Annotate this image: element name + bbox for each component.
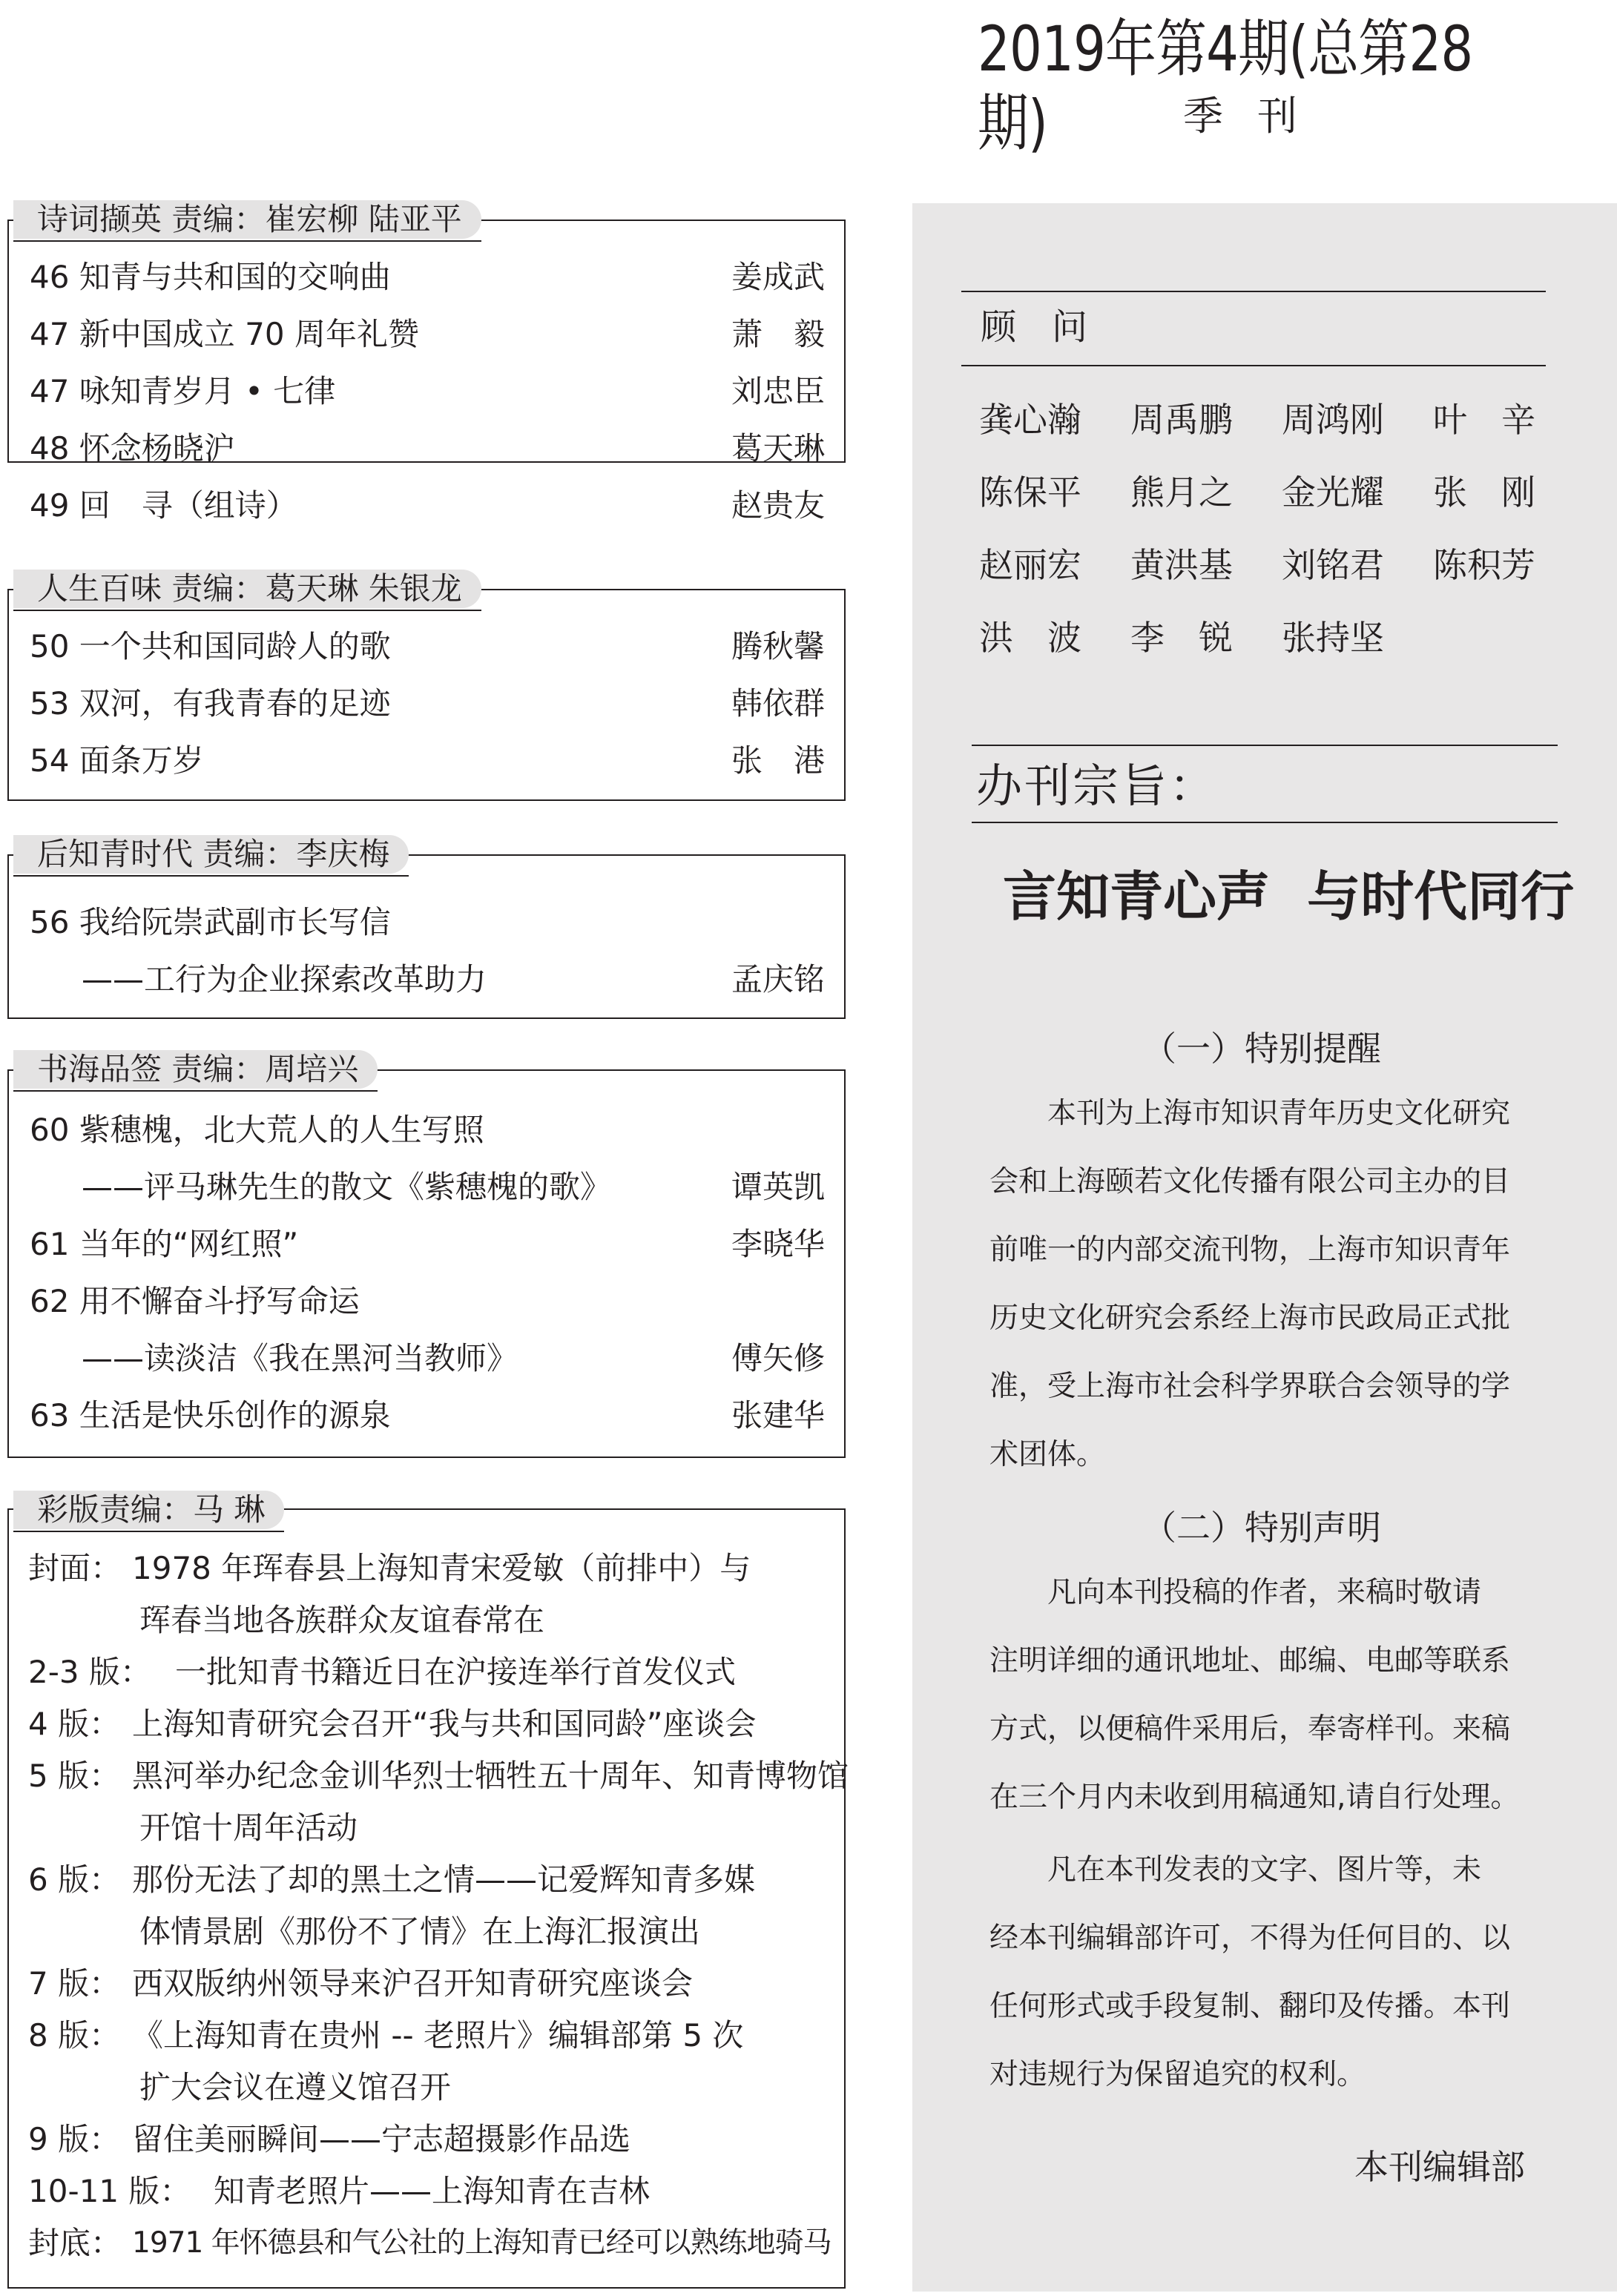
page-label: 7 版： [28,1965,121,2002]
notice-line: 凡在本刊发表的文字、图片等，未 [989,1853,1482,1887]
toc-title: 56 我给阮崇武副市长写信 [30,904,391,940]
toc-title: 54 面条万岁 [30,742,204,779]
editorial-signature: 本刊编辑部 [1354,2147,1525,2187]
page-label: 封面： [28,1550,122,1586]
section-tab: 后知青时代 责编：李庆梅 [13,835,409,874]
toc-title: 49 回 寻（组诗） [30,487,297,524]
page-desc: 1971 年怀德县和气公社的上海知青已经可以熟练地骑马 [132,2226,831,2260]
toc-entry [30,365,825,418]
notice-line: 前唯一的内部交流刊物，上海市知识青年 [989,1233,1511,1267]
page-desc: 开馆十周年活动 [139,1810,358,1846]
section-books [7,1050,846,1457]
toc-title: 48 怀念杨晓沪 [30,430,235,466]
toc-entry [30,1104,825,1157]
advisor-name: 周鸿刚 [1282,400,1384,440]
page-label: 5 版： [28,1758,121,1794]
page-desc: 黑河举办纪念金训华烈士牺牲五十周年、知青博物馆 [132,1758,849,1794]
divider [961,365,1546,366]
notice-line: 凡向本刊投稿的作者，来稿时敬请 [989,1576,1482,1609]
notice-heading: （二）特别声明 [1142,1508,1381,1548]
toc-entry [30,896,825,949]
toc-entry [30,1218,825,1271]
page-desc: 体情景剧《那份不了情》在上海汇报演出 [139,1913,701,1950]
toc-title: 50 一个共和国同龄人的歌 [30,628,391,664]
notice-line: 本刊为上海市知识青年历史文化研究 [989,1097,1511,1130]
toc-title: 61 当年的“网红照” [30,1226,299,1262]
page-desc: 西双版纳州领导来沪召开知青研究座谈会 [132,1965,694,2002]
toc-title: 53 双河，有我青春的足迹 [30,685,391,722]
toc-entry [30,953,825,1006]
toc-author: 姜成武 [731,259,825,295]
notice-line: 任何形式或手段复制、翻印及传播。本刊 [989,1990,1511,2023]
toc-entry [30,1161,825,1214]
section-poetry [7,200,846,524]
toc-title: 47 咏知青岁月 • 七律 [30,373,336,409]
toc-entry [30,422,825,475]
page-label: 10-11 版： [28,2173,191,2209]
notice-line: 在三个月内未收到用稿通知,请自行处理。 [989,1781,1520,1814]
toc-title: 63 生活是快乐创作的源泉 [30,1397,391,1434]
toc-entry [30,308,825,361]
advisor-name: 洪 波 [979,618,1081,658]
page-label: 4 版： [28,1706,121,1742]
section-tab: 诗词撷英 责编：崔宏柳 陆亚平 [13,200,481,239]
notice-line: 术团体。 [989,1438,1106,1471]
toc-entry [30,1389,825,1442]
advisor-name: 陈保平 [979,472,1081,512]
advisor-name: 李 锐 [1130,618,1233,658]
toc-title: ——读淡洁《我在黑河当教师》 [82,1340,518,1376]
toc-author: 葛天琳 [731,430,825,466]
notice-line: 注明详细的通讯地址、邮编、电邮等联系 [989,1644,1511,1678]
page-desc: 知青老照片——上海知青在吉林 [214,2173,651,2209]
page-label: 6 版： [28,1861,121,1898]
page-desc: 留住美丽瞬间——宁志超摄影作品选 [132,2121,631,2157]
notice-line: 会和上海颐若文化传播有限公司主办的目 [989,1165,1511,1198]
toc-author: 萧 毅 [731,316,825,352]
toc-entry [30,479,825,532]
notice-heading: （一）特别提醒 [1142,1029,1381,1069]
toc-entry [30,1332,825,1385]
page-label: 9 版： [28,2121,121,2157]
toc-author: 傅矢修 [731,1340,825,1376]
toc-entry [30,251,825,304]
toc-title: 46 知青与共和国的交响曲 [30,259,391,295]
advisor-name: 黄洪基 [1130,545,1233,585]
toc-author: 赵贵友 [731,487,825,524]
toc-title: ——工行为企业探索改革助力 [82,961,487,997]
section-color-pages [7,1491,849,2292]
page-label: 封底： [28,2225,122,2261]
aim-title: 办刊宗旨： [976,759,1218,813]
page-desc: 一批知青书籍近日在沪接连举行首发仪式 [175,1654,737,1690]
page-label: 2-3 版： [28,1654,151,1690]
section-tab: 书海品签 责编：周培兴 [13,1050,378,1089]
toc-entry [30,734,825,788]
toc-title: 62 用不懈奋斗抒写命运 [30,1283,360,1319]
page-desc: 扩大会议在遵义馆召开 [139,2069,452,2105]
slogan: 言知青心声 与时代同行 [1003,865,1575,928]
toc-author: 韩依群 [731,685,825,722]
issue-number: 2019年第4期(总第28期) [978,13,1473,159]
advisor-name: 龚心瀚 [979,400,1081,440]
notice-line: 历史文化研究会系经上海市民政局正式批 [989,1302,1511,1335]
toc-author: 李晓华 [731,1226,825,1262]
advisor-name: 叶 辛 [1433,400,1535,440]
toc-entry [30,1275,825,1328]
notice-line: 经本刊编辑部许可，不得为任何目的、以 [989,1921,1511,1955]
toc-title: ——评马琳先生的散文《紫穗槐的歌》 [82,1169,612,1205]
advisor-name: 张持坚 [1282,618,1384,658]
page-label: 8 版： [28,2017,121,2053]
advisor-name: 周禹鹏 [1130,400,1233,440]
advisor-name: 赵丽宏 [979,545,1081,585]
advisor-name: 张 刚 [1433,472,1535,512]
toc-title: 60 紫穗槐，北大荒人的人生写照 [30,1112,484,1148]
toc-title: 47 新中国成立 70 周年礼赞 [30,316,419,352]
advisor-name: 刘铭君 [1282,545,1384,585]
section-post-zhiqing [7,835,846,1017]
notice-line: 准，受上海市社会科学界联合会领导的学 [989,1370,1511,1403]
notice-line: 对违规行为保留追究的权利。 [989,2058,1366,2091]
section-life [7,570,846,799]
divider [972,745,1558,746]
toc-entry [30,620,825,673]
toc-author: 刘忠臣 [731,373,825,409]
section-tab: 彩版责编：马 琳 [13,1491,284,1529]
page-desc: 《上海知青在贵州 -- 老照片》编辑部第 5 次 [132,2017,744,2053]
advisors-title: 顾问 [981,306,1124,348]
toc-author: 孟庆铭 [731,961,825,997]
advisor-name: 熊月之 [1130,472,1233,512]
page-desc: 珲春当地各族群众友谊春常在 [139,1602,545,1638]
toc-entry [30,677,825,730]
divider [961,291,1546,292]
toc-author: 张 港 [731,742,825,779]
section-tab: 人生百味 责编：葛天琳 朱银龙 [13,570,481,608]
advisor-name: 陈积芳 [1433,545,1535,585]
page-desc: 1978 年珲春县上海知青宋爱敏（前排中）与 [132,1550,751,1586]
advisor-name: 金光耀 [1282,472,1384,512]
publication-frequency: 季刊 [1183,93,1331,139]
toc-author: 腾秋馨 [731,628,825,664]
page-desc: 上海知青研究会召开“我与共和国同龄”座谈会 [132,1706,757,1742]
toc-author: 谭英凯 [731,1169,825,1205]
notice-line: 方式，以便稿件采用后，奉寄样刊。来稿 [989,1712,1511,1746]
page-desc: 那份无法了却的黑土之情——记爱辉知青多媒 [132,1861,756,1898]
toc-author: 张建华 [731,1397,825,1434]
divider [972,822,1558,823]
